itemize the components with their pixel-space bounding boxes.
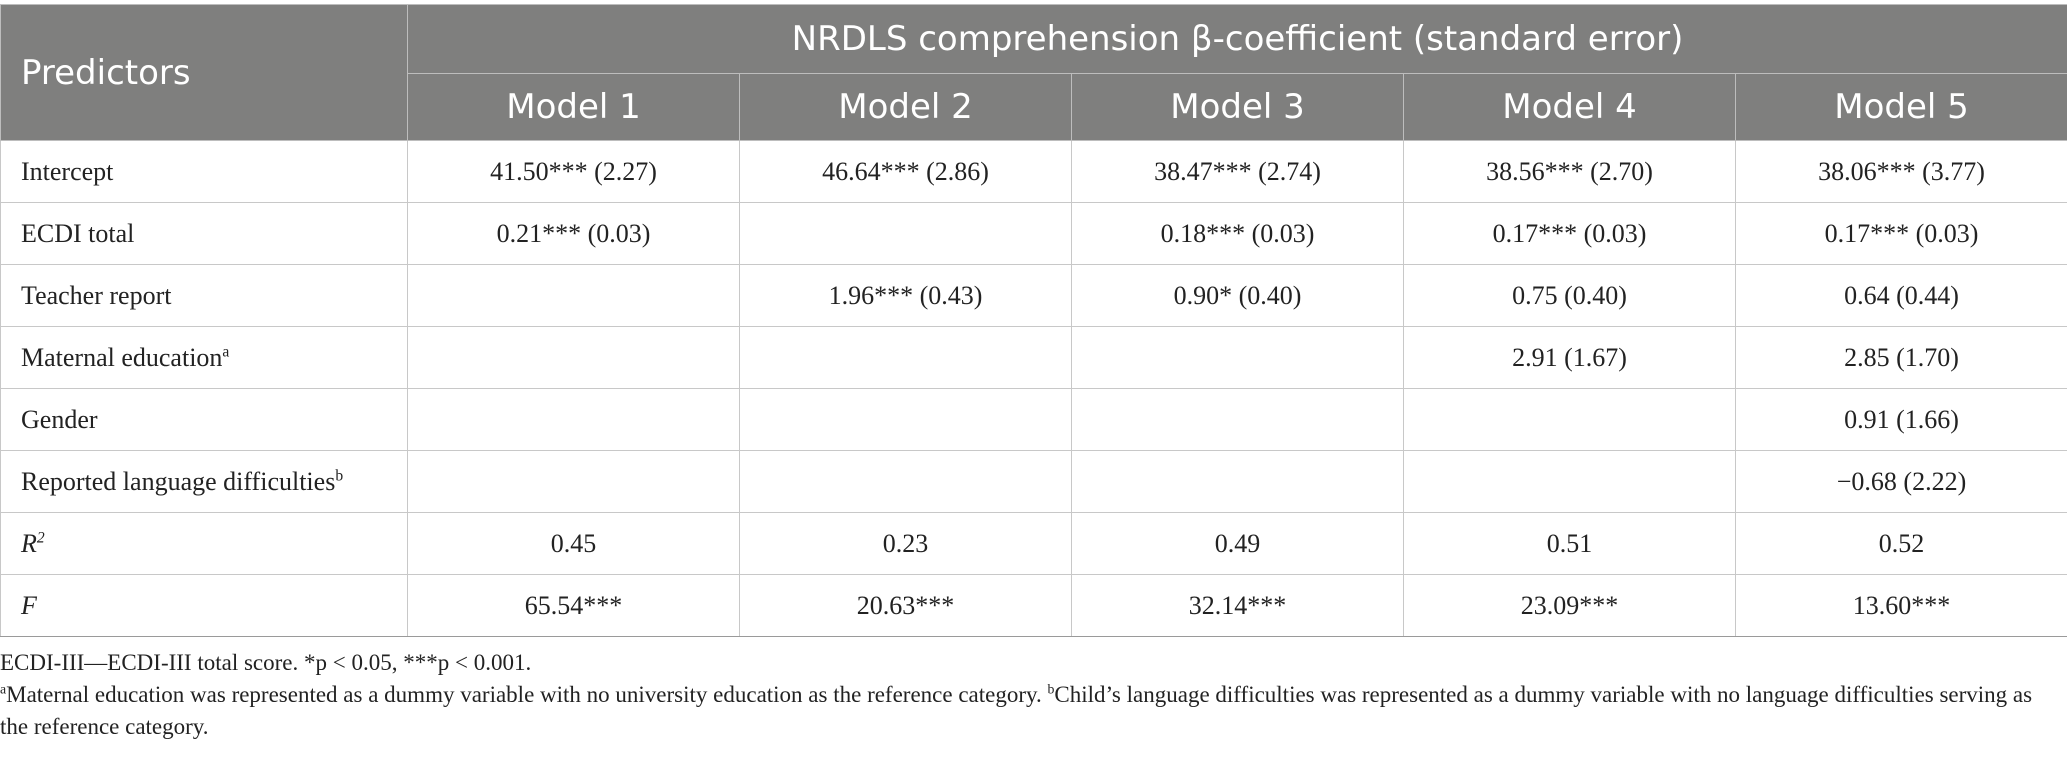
table-body bbox=[1, 141, 2067, 637]
row-label bbox=[1, 203, 408, 265]
table-cell-model-3: 38.47*** (2.74) bbox=[1072, 141, 1404, 203]
row-label-text: Teacher report bbox=[21, 280, 172, 310]
table-cell-model-3 bbox=[1072, 327, 1404, 389]
table-cell-model-4: 38.56*** (2.70) bbox=[1404, 141, 1736, 203]
row-label-text: Gender bbox=[21, 404, 98, 434]
table-header bbox=[1, 5, 2067, 141]
table-row bbox=[1, 265, 2067, 327]
table-cell-model-2: 0.23 bbox=[740, 513, 1072, 575]
table-cell-model-1: 0.45 bbox=[408, 513, 740, 575]
row-label bbox=[1, 141, 408, 203]
table-cell-model-2 bbox=[740, 451, 1072, 513]
note-b-text: Child’s language difficulties was represented as a dummy variable with no language difficulties serving as the reference category. bbox=[0, 682, 2033, 739]
regression-table-container bbox=[0, 4, 2067, 637]
table-row bbox=[1, 451, 2067, 513]
table-row bbox=[1, 389, 2067, 451]
table-cell-model-2 bbox=[740, 203, 1072, 265]
table-cell-model-4: 0.17*** (0.03) bbox=[1404, 203, 1736, 265]
table-cell-model-5: 0.91 (1.66) bbox=[1736, 389, 2067, 451]
header-model-3: Model 3 bbox=[1072, 74, 1404, 141]
table-row bbox=[1, 203, 2067, 265]
row-label-superscript: b bbox=[335, 466, 344, 484]
note-b-mark: b bbox=[1047, 681, 1055, 697]
table-notes bbox=[0, 647, 2060, 743]
note-abbreviations: ECDI-III—ECDI-III total score. *p < 0.05, ***p < 0.001. bbox=[0, 650, 532, 675]
row-label-text: Maternal education bbox=[21, 342, 223, 372]
table-cell-model-3 bbox=[1072, 389, 1404, 451]
table-cell-model-4: 23.09*** bbox=[1404, 575, 1736, 637]
table-row bbox=[1, 513, 2067, 575]
table-row bbox=[1, 141, 2067, 203]
table-row bbox=[1, 327, 2067, 389]
table-cell-model-2 bbox=[740, 327, 1072, 389]
table-cell-model-2: 46.64*** (2.86) bbox=[740, 141, 1072, 203]
row-label-text: Reported language difficulties bbox=[21, 466, 336, 496]
table-cell-model-3 bbox=[1072, 451, 1404, 513]
table-cell-model-3: 0.49 bbox=[1072, 513, 1404, 575]
table-cell-model-1: 65.54*** bbox=[408, 575, 740, 637]
row-label bbox=[1, 265, 408, 327]
table-cell-model-1: 0.21*** (0.03) bbox=[408, 203, 740, 265]
row-label bbox=[1, 513, 408, 575]
row-label bbox=[1, 451, 408, 513]
table-cell-model-4: 0.75 (0.40) bbox=[1404, 265, 1736, 327]
header-predictors: Predictors bbox=[1, 5, 408, 141]
row-label bbox=[1, 575, 408, 637]
table-cell-model-3: 0.18*** (0.03) bbox=[1072, 203, 1404, 265]
row-label bbox=[1, 327, 408, 389]
table-cell-model-5: 0.17*** (0.03) bbox=[1736, 203, 2067, 265]
row-label-superscript: a bbox=[222, 342, 230, 360]
table-cell-model-4 bbox=[1404, 389, 1736, 451]
row-label-text: Intercept bbox=[21, 156, 114, 186]
table-cell-model-5: −0.68 (2.22) bbox=[1736, 451, 2067, 513]
table-cell-model-1 bbox=[408, 451, 740, 513]
table-cell-model-2: 1.96*** (0.43) bbox=[740, 265, 1072, 327]
table-cell-model-4: 0.51 bbox=[1404, 513, 1736, 575]
table-cell-model-1 bbox=[408, 389, 740, 451]
row-label-text: ECDI total bbox=[21, 218, 135, 248]
header-model-1: Model 1 bbox=[408, 74, 740, 141]
row-label-text: R bbox=[21, 528, 37, 558]
note-footnotes bbox=[0, 679, 2060, 743]
header-coefficient-title: NRDLS comprehension β-coefficient (standard error) bbox=[408, 5, 2067, 74]
regression-table bbox=[0, 4, 2067, 637]
note-a-mark: a bbox=[0, 681, 7, 697]
table-cell-model-3: 0.90* (0.40) bbox=[1072, 265, 1404, 327]
note-a-text: Maternal education was represented as a dummy variable with no university education as the reference category. bbox=[6, 682, 1048, 707]
header-model-4: Model 4 bbox=[1404, 74, 1736, 141]
table-cell-model-1: 41.50*** (2.27) bbox=[408, 141, 740, 203]
row-label-superscript: 2 bbox=[36, 528, 45, 546]
table-cell-model-4 bbox=[1404, 451, 1736, 513]
table-row bbox=[1, 575, 2067, 637]
table-cell-model-5: 13.60*** bbox=[1736, 575, 2067, 637]
row-label-text: F bbox=[21, 590, 37, 620]
row-label bbox=[1, 389, 408, 451]
table-cell-model-2 bbox=[740, 389, 1072, 451]
table-cell-model-1 bbox=[408, 327, 740, 389]
table-cell-model-5: 0.64 (0.44) bbox=[1736, 265, 2067, 327]
header-model-2: Model 2 bbox=[740, 74, 1072, 141]
table-cell-model-5: 38.06*** (3.77) bbox=[1736, 141, 2067, 203]
table-cell-model-1 bbox=[408, 265, 740, 327]
table-cell-model-5: 0.52 bbox=[1736, 513, 2067, 575]
table-cell-model-3: 32.14*** bbox=[1072, 575, 1404, 637]
table-cell-model-4: 2.91 (1.67) bbox=[1404, 327, 1736, 389]
table-cell-model-5: 2.85 (1.70) bbox=[1736, 327, 2067, 389]
table-cell-model-2: 20.63*** bbox=[740, 575, 1072, 637]
header-model-5: Model 5 bbox=[1736, 74, 2067, 141]
